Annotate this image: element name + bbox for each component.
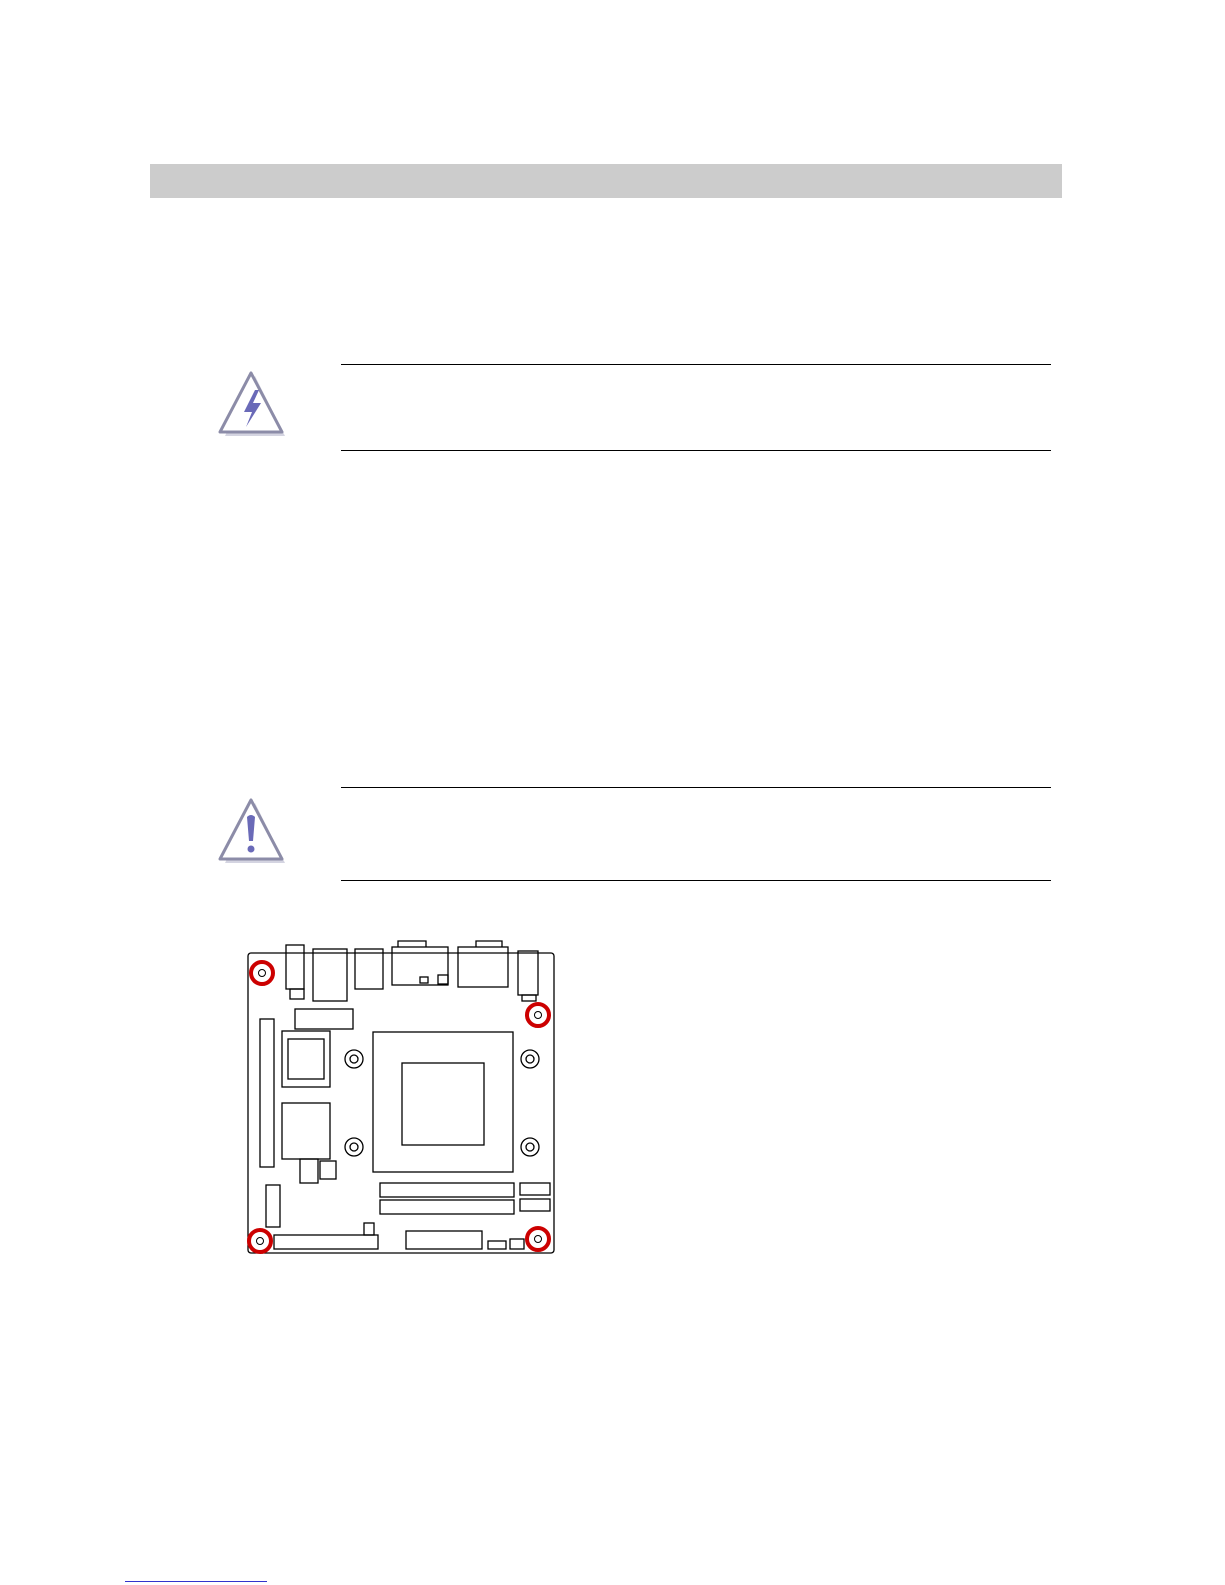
caution-note-top-rule [341, 787, 1051, 788]
warning-note-top-rule [341, 364, 1051, 365]
footer-rule [125, 1581, 267, 1582]
warning-note-bottom-rule [341, 450, 1051, 451]
section-title-bar [150, 164, 1062, 198]
caution-note-bottom-rule [341, 880, 1051, 881]
exclamation-caution-icon [215, 797, 287, 867]
lightning-warning-icon [215, 370, 287, 440]
motherboard-diagram [240, 935, 565, 1265]
